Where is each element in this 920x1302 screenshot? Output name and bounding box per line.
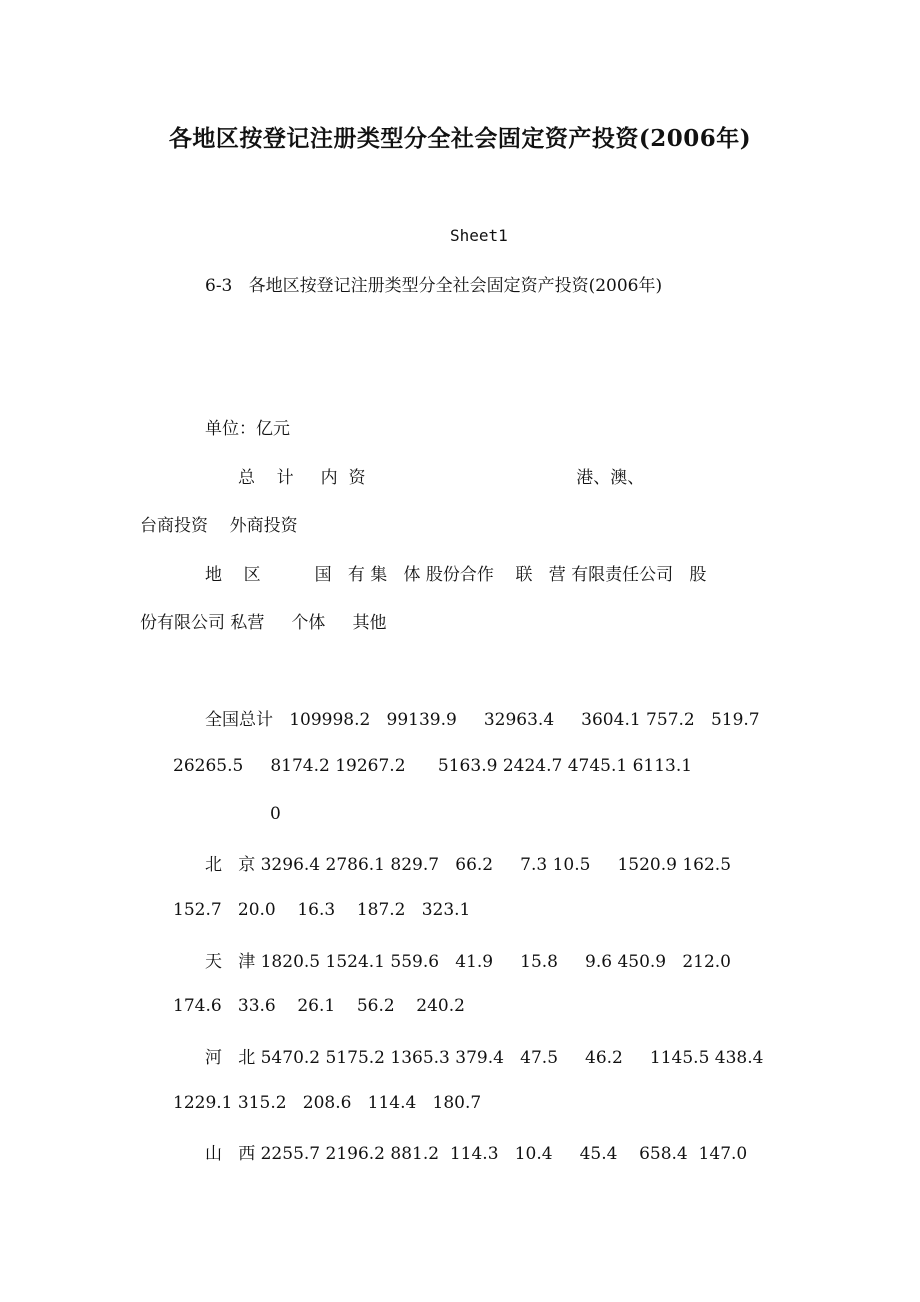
header-line-4: 份有限公司 私营 个体 其他 [140, 613, 387, 633]
header-line-3: 地 区 国 有 集 体 股份合作 联 营 有限责任公司 股 [205, 565, 707, 585]
table-row: 全国总计 109998.2 99139.9 32963.4 3604.1 757.2 519.7 [205, 710, 760, 730]
table-row: 河 北 5470.2 5175.2 1365.3 379.4 47.5 46.2 1145.5 438.4 [205, 1048, 764, 1068]
document-title: 各地区按登记注册类型分全社会固定资产投资(2006年) [168, 125, 752, 152]
sheet-label: Sheet1 [450, 226, 508, 245]
table-row: 天 津 1820.5 1524.1 559.6 41.9 15.8 9.6 450.9 212.0 [205, 952, 731, 972]
table-title: 6-3 各地区按登记注册类型分全社会固定资产投资(2006年) [205, 276, 663, 296]
table-row-continuation: 26265.5 8174.2 19267.2 5163.9 2424.7 4745.1 6113.1 [173, 756, 693, 776]
table-row-continuation: 1229.1 315.2 208.6 114.4 180.7 [173, 1093, 482, 1113]
table-row: 北 京 3296.4 2786.1 829.7 66.2 7.3 10.5 1520.9 162.5 [205, 855, 732, 875]
table-row: 山 西 2255.7 2196.2 881.2 114.3 10.4 45.4 658.4 147.0 [205, 1144, 748, 1164]
header-line-1: 总 计 内 资 港、澳、 [238, 468, 645, 488]
table-row-continuation: 0 [270, 804, 281, 824]
table-row-continuation: 174.6 33.6 26.1 56.2 240.2 [173, 996, 465, 1016]
table-row-continuation: 152.7 20.0 16.3 187.2 323.1 [173, 900, 471, 920]
unit-label: 单位：亿元 [205, 419, 290, 439]
header-line-2: 台商投资 外商投资 [140, 516, 298, 536]
